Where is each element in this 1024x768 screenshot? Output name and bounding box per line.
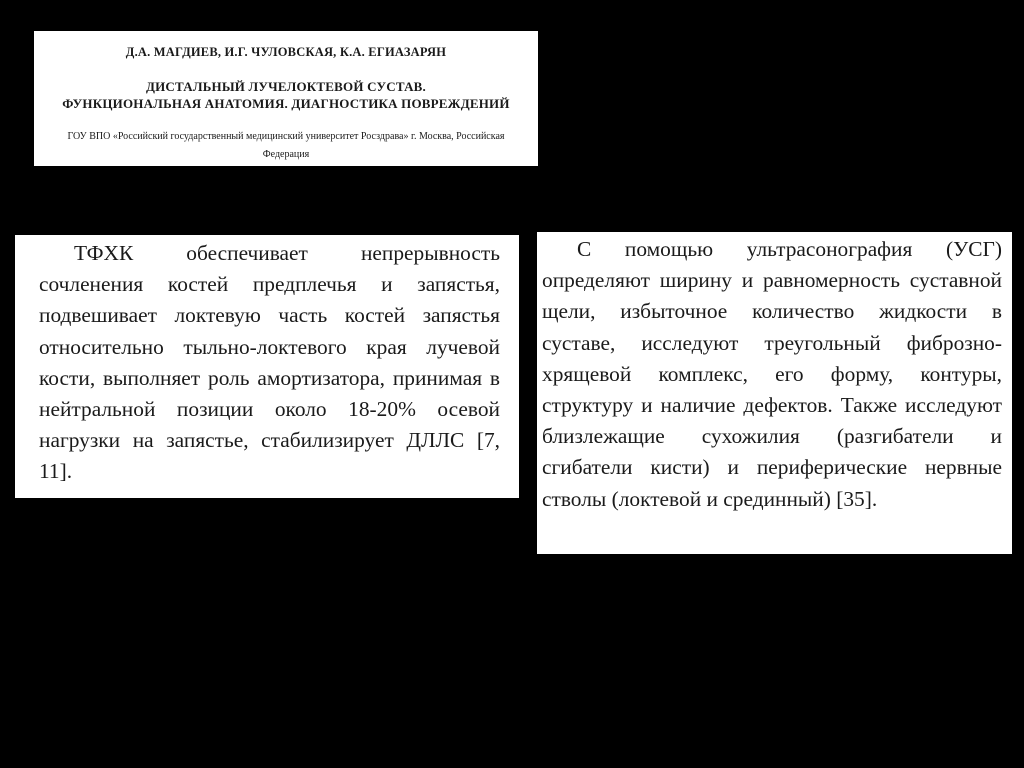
right-excerpt-text: С помощью ультрасонография (УСГ) определяют ширину и равномерность суставной щели, избыточное количество жидкости в суставе, исследуют треугольный фиброзно-хрящевой комплекс, его форму, контуры, структуру и наличие дефектов. Также исследуют близлежащие сухожилия (разгибатели и сгибатели кисти) и периферические нервные стволы (локтевой и срединный) [35]. [542, 237, 1002, 511]
article-authors: Д.А. МАГДИЕВ, И.Г. ЧУЛОВСКАЯ, К.А. ЕГИАЗАРЯН [125, 45, 447, 59]
article-title [34, 78, 538, 112]
article-title-line-1: ДИСТАЛЬНЫЙ ЛУЧЕЛОКТЕВОЙ СУСТАВ. [145, 79, 427, 94]
left-excerpt-text: ТФХК обеспечивает непрерывность сочленения костей предплечья и запястья, подвешивает локтевую часть костей запястья относительно тыльно-локтевого края лучевой кости, выполняет роль амортизатора, принимая в нейтральной позиции около 18-20% осевой нагрузки на запястье, стабилизирует ДЛЛС [7, 11]. [39, 241, 500, 484]
left-excerpt-clip [15, 235, 519, 498]
article-title-line-2: ФУНКЦИОНАЛЬНАЯ АНАТОМИЯ. ДИАГНОСТИКА ПОВРЕЖДЕНИЙ [62, 96, 510, 111]
article-header-clip [34, 31, 538, 166]
right-excerpt-clip [537, 232, 1012, 554]
article-affiliation: ГОУ ВПО «Российский государственный медицинский университет Росздрава» г. Москва, Российская Федерация [67, 131, 505, 160]
